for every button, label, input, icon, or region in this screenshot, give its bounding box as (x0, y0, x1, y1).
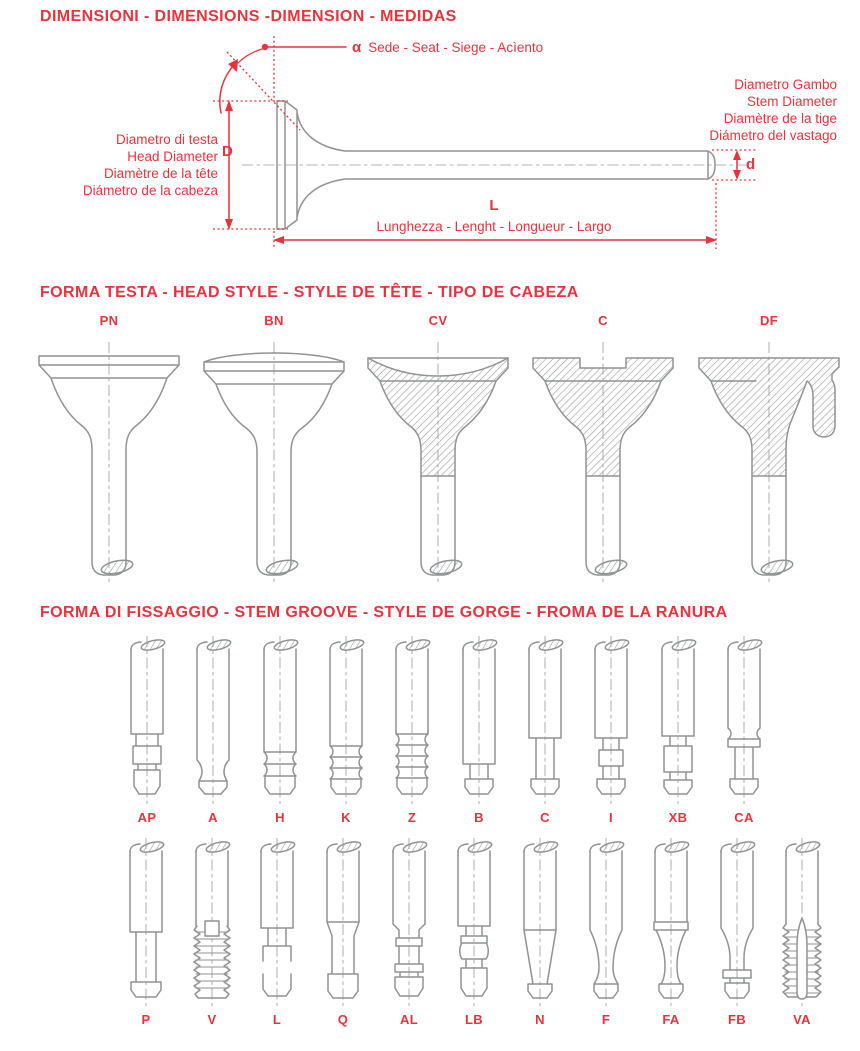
stem-diameter-label (655, 76, 837, 144)
stem-groove-va-drawing (769, 836, 835, 1008)
stem-groove-label: XB (668, 810, 688, 825)
stem-groove-label: I (609, 810, 613, 825)
stem-groove-label: VA (793, 1012, 811, 1027)
head-style-label: BN (264, 313, 284, 328)
stem-groove-label: FA (662, 1012, 680, 1027)
head-diameter-line-1: Diametro di testa (115, 132, 218, 147)
stem-groove-n-drawing (507, 836, 573, 1008)
head-style-cv-drawing (363, 334, 513, 584)
stem-groove-fa-drawing (638, 836, 704, 1008)
stem-groove-i-drawing (578, 634, 644, 806)
seat-angle-annotation (352, 39, 543, 56)
stem-groove-xb-drawing (645, 634, 711, 806)
stem-groove-label: Z (407, 810, 417, 825)
stem-groove-l-drawing (244, 836, 310, 1008)
seat-label: Sede - Seat - Siege - Acìento (368, 40, 544, 55)
dimensions-section-title: DIMENSIONI - DIMENSIONS -DIMENSION - MEDIDAS (40, 8, 457, 25)
stem-groove-label: Q (337, 1012, 349, 1027)
stem-groove-label: AP (137, 810, 157, 825)
head-style-c-drawing (528, 334, 678, 584)
stem-diameter-symbol: d (746, 156, 756, 173)
head-diameter-symbol: D (222, 143, 233, 160)
stem-groove-label: L (272, 1012, 282, 1027)
stem-groove-label: AL (400, 1012, 418, 1027)
stem-groove-label: P (141, 1012, 151, 1027)
length-label: Lunghezza - Lenght - Longueur - Largo (376, 219, 612, 234)
stem-groove-label: K (341, 810, 351, 825)
stem-groove-label: F (601, 1012, 611, 1027)
stem-groove-ap-drawing (114, 634, 180, 806)
stem-diameter-line-1: Diametro Gambo (734, 77, 837, 92)
head-style-section-title: FORMA TESTA - HEAD STYLE - STYLE DE TÊTE - TIPO DE CABEZA (40, 284, 579, 301)
angle-leader (238, 49, 262, 63)
stem-groove-h-drawing (247, 634, 313, 806)
stem-groove-label: A (208, 810, 218, 825)
stem-groove-a-drawing (180, 634, 246, 806)
length-symbol: L (489, 197, 499, 214)
stem-groove-label: CA (734, 810, 754, 825)
head-diameter-line-4: Diámetro de la cabeza (82, 183, 218, 198)
stem-groove-label: N (535, 1012, 545, 1027)
head-diameter-label (36, 131, 218, 199)
stem-groove-z-drawing (379, 634, 445, 806)
stem-groove-p-drawing (113, 836, 179, 1008)
stem-groove-b-drawing (446, 634, 512, 806)
stem-groove-label: H (275, 810, 285, 825)
stem-groove-lb-drawing (441, 836, 507, 1008)
stem-diameter-line-4: Diámetro del vastago (709, 128, 837, 143)
head-style-pn-drawing (34, 334, 184, 584)
stem-groove-al-drawing (376, 836, 442, 1008)
stem-groove-k-drawing (313, 634, 379, 806)
angle-reference-dot (262, 44, 268, 50)
head-diameter-line-2: Head Diameter (127, 149, 218, 164)
stem-diameter-line-3: Diamètre de la tige (723, 111, 837, 126)
head-style-label: PN (99, 313, 119, 328)
head-style-bn-drawing (199, 334, 349, 584)
head-style-label: C (598, 313, 608, 328)
head-style-df-drawing (694, 334, 844, 584)
head-diameter-line-3: Diamètre de la tête (103, 166, 218, 181)
stem-groove-v-drawing (179, 836, 245, 1008)
stem-groove-fb-drawing (704, 836, 770, 1008)
head-style-label: DF (760, 313, 778, 328)
stem-groove-f-drawing (573, 836, 639, 1008)
stem-groove-label: B (474, 810, 484, 825)
stem-groove-ca-drawing (711, 634, 777, 806)
stem-groove-label: FB (728, 1012, 746, 1027)
alpha-symbol: α (352, 39, 362, 56)
stem-groove-c-drawing (512, 634, 578, 806)
stem-groove-label: LB (465, 1012, 483, 1027)
head-style-label: CV (428, 313, 448, 328)
stem-groove-label: C (540, 810, 550, 825)
stem-groove-label: V (207, 1012, 217, 1027)
stem-groove-q-drawing (310, 836, 376, 1008)
stem-groove-section-title: FORMA DI FISSAGGIO - STEM GROOVE - STYLE DE GORGE - FROMA DE LA RANURA (40, 604, 728, 621)
stem-diameter-line-2: Stem Diameter (746, 94, 837, 109)
